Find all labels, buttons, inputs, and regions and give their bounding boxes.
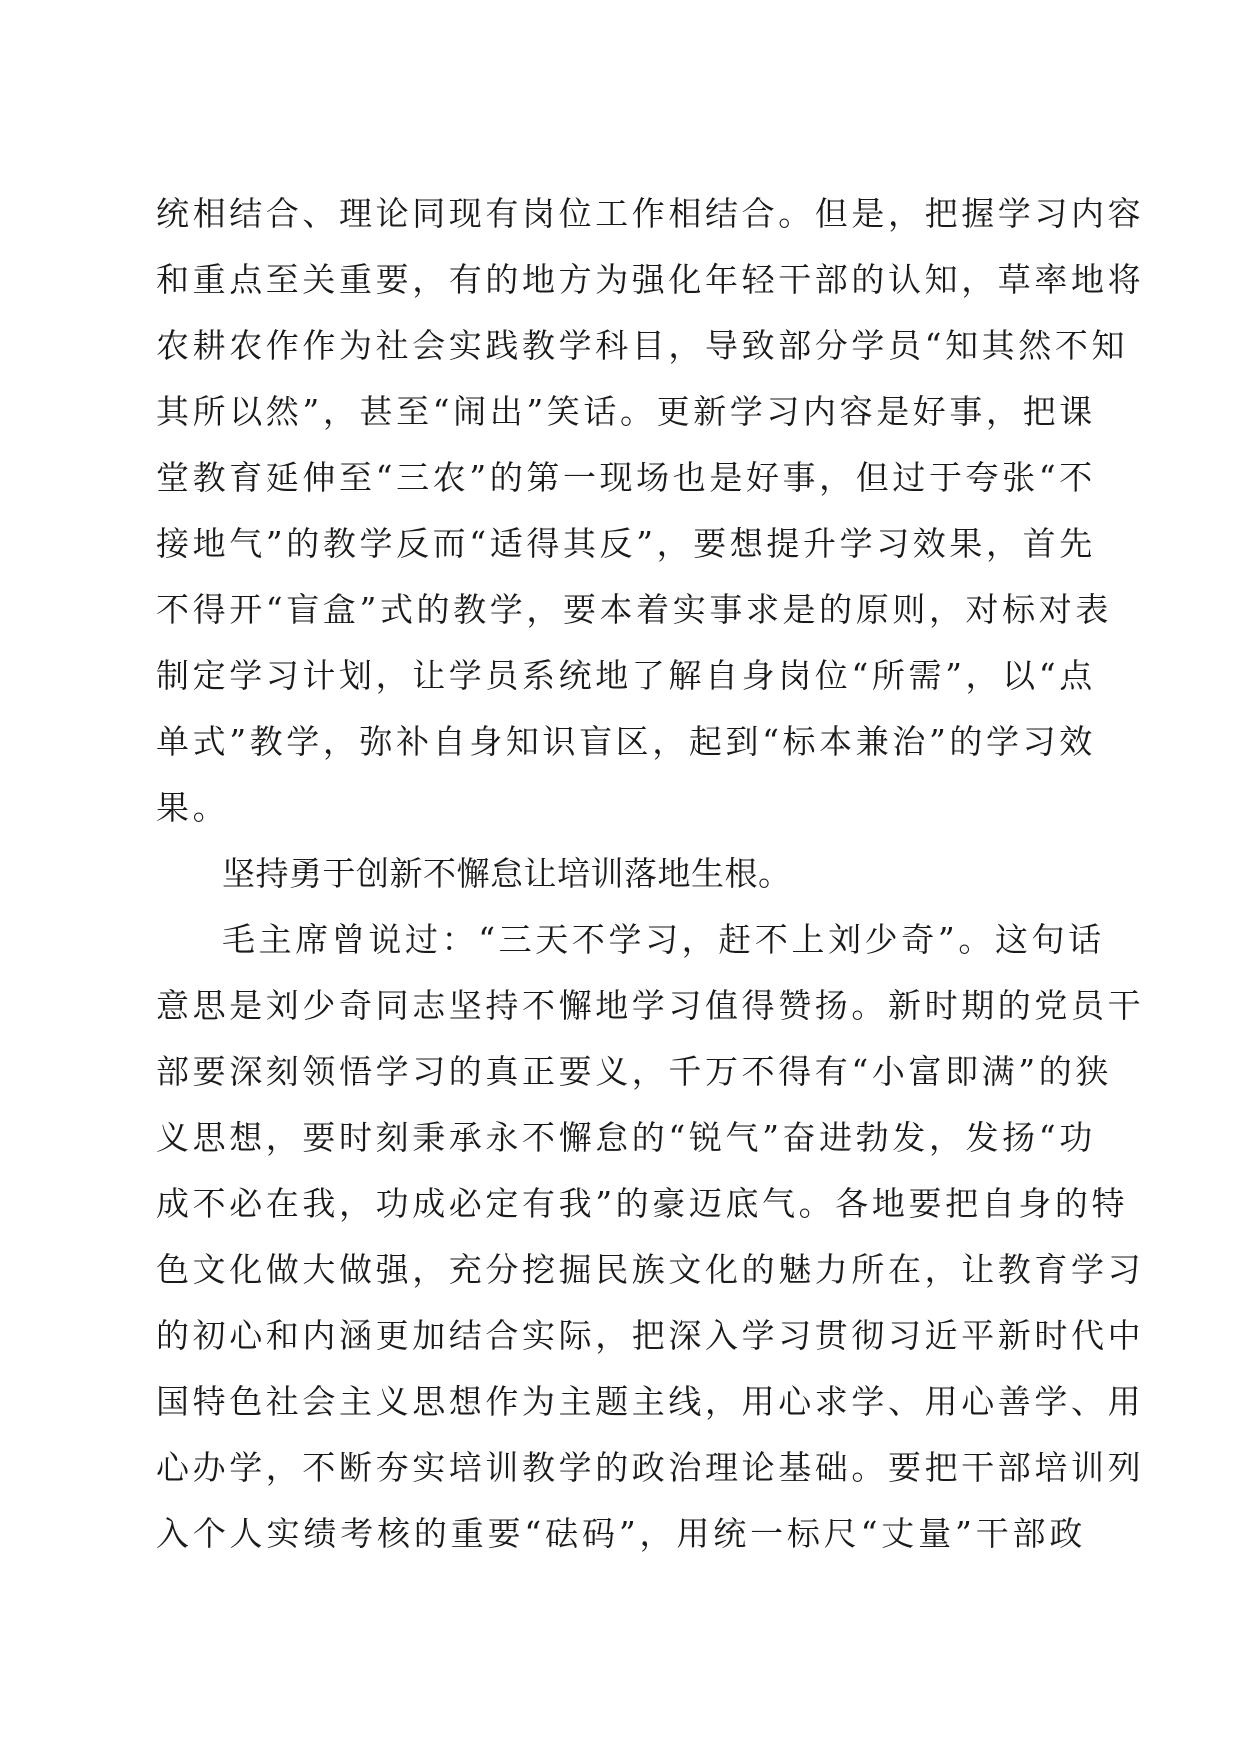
paragraph-1-line-8: 制定学习计划，让学员系统地了解自身岗位“所需”，以“点: [156, 656, 1096, 695]
paragraph-2-line-7: 的初心和内涵更加结合实际，把深入学习贯彻习近平新时代中: [156, 1316, 1145, 1355]
paragraph-1-line-5: 堂教育延伸至“三农”的第一现场也是好事，但过于夸张“不: [156, 458, 1096, 497]
paragraph-1-line-4: 其所以然”，甚至“闹出”笑话。更新学习内容是好事，把课: [156, 392, 1096, 431]
paragraph-1-line-3: 农耕农作作为社会实践教学科目，导致部分学员“知其然不知: [156, 326, 1129, 365]
paragraph-1-line-6: 接地气”的教学反而“适得其反”，要想提升学习效果，首先: [156, 524, 1096, 563]
paragraph-1-line-9: 单式”教学，弥补自身知识盲区，起到“标本兼治”的学习效: [156, 722, 1096, 761]
paragraph-1-line-1: 统相结合、理论同现有岗位工作相结合。但是，把握学习内容: [156, 194, 1145, 233]
paragraph-2-line-5: 成不必在我，功成必定有我”的豪迈底气。各地要把自身的特: [156, 1184, 1129, 1223]
paragraph-2-line-1: 毛主席曾说过：“三天不学习，赶不上刘少奇”。这句话: [222, 920, 1105, 959]
paragraph-2-line-8: 国特色社会主义思想作为主题主线，用心求学、用心善学、用: [156, 1382, 1145, 1421]
paragraph-2-line-10: 入个人实绩考核的重要“砝码”，用统一标尺“丈量”干部政: [156, 1514, 1086, 1553]
section-heading: 坚持勇于创新不懈怠让培训落地生根。: [222, 854, 792, 893]
paragraph-2-line-2: 意思是刘少奇同志坚持不懈地学习值得赞扬。新时期的党员干: [156, 986, 1145, 1025]
paragraph-2-line-3: 部要深刻领悟学习的真正要义，千万不得有“小富即满”的狭: [156, 1052, 1112, 1091]
paragraph-1-line-2: 和重点至关重要，有的地方为强化年轻干部的认知，草率地将: [156, 260, 1145, 299]
paragraph-1-line-10: 果。: [156, 788, 230, 827]
paragraph-2-line-6: 色文化做大做强，充分挖掘民族文化的魅力所在，让教育学习: [156, 1250, 1145, 1289]
paragraph-2-line-4: 义思想，要时刻秉承永不懈怠的“锐气”奋进勃发，发扬“功: [156, 1118, 1096, 1157]
paragraph-1-line-7: 不得开“盲盒”式的教学，要本着实事求是的原则，对标对表: [156, 590, 1112, 629]
paragraph-2-line-9: 心办学，不断夯实培训教学的政治理论基础。要把干部培训列: [156, 1448, 1145, 1487]
